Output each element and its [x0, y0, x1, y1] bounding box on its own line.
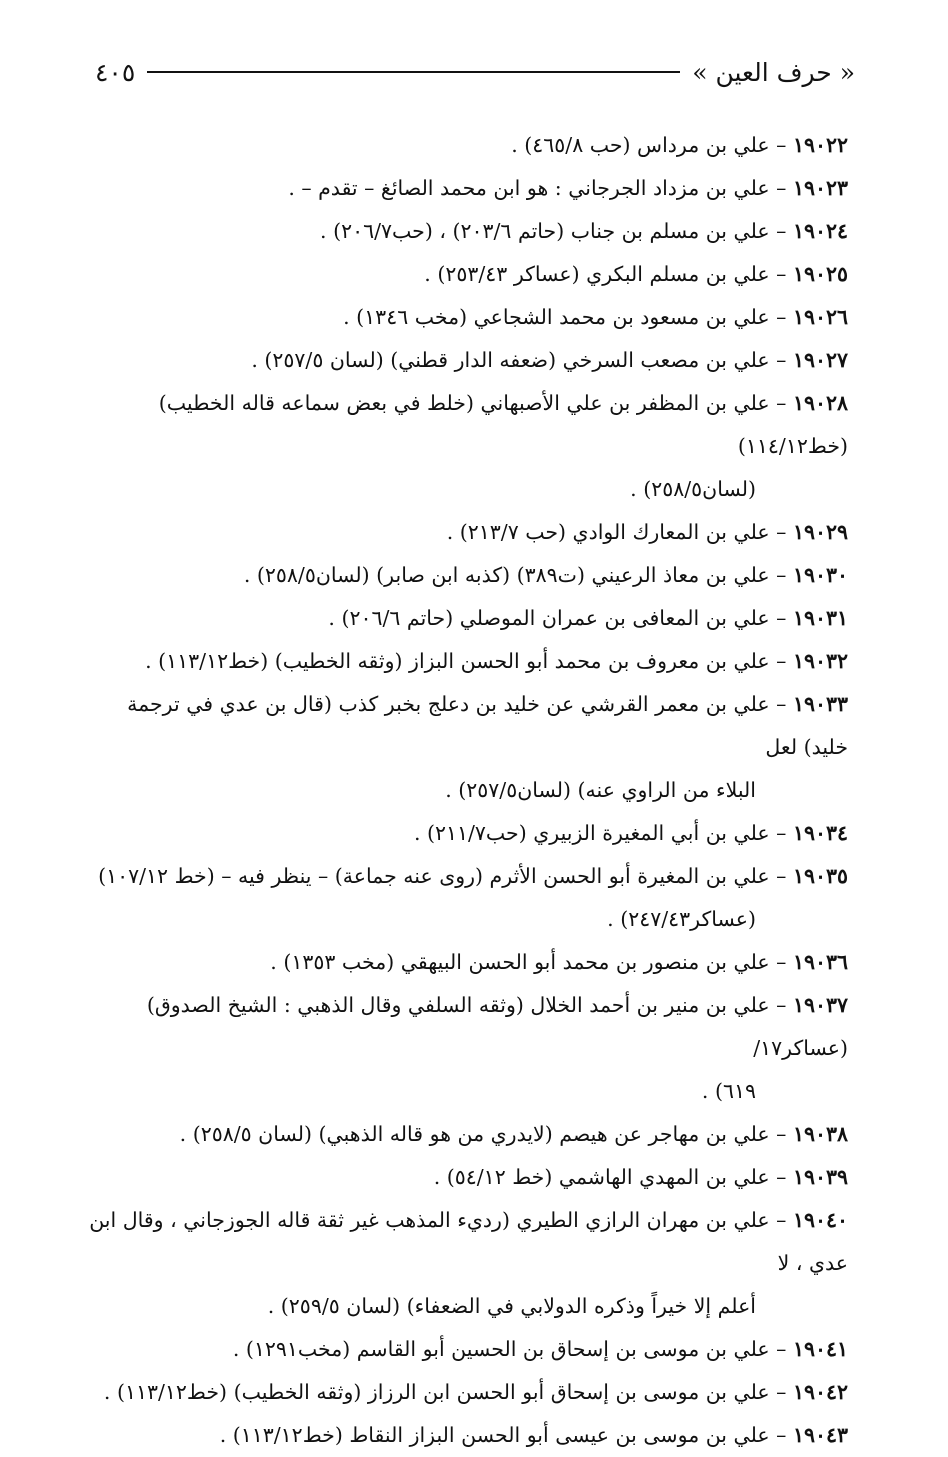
list-item: ١٩٠٢٨ – علي بن المظفر بن علي الأصبهاني (خلط في بعض سماعه قاله الخطيب) (خط١١٤/١٢) (لسان٢٥٨/٥) . [78, 382, 848, 511]
entry-number: ١٩٠٣٢ [792, 649, 848, 673]
entry-text: علي بن مهران الرازي الطيري (رديء المذهب غير ثقة قاله الجوزجاني ، وقال ابن عدي ، لا [89, 1208, 848, 1275]
list-item: ١٩٠٢٤ – علي بن مسلم بن جناب (حاتم ٢٠٣/٦) ، (حب٢٠٦/٧) . [320, 219, 848, 243]
entry-number: ١٩٠٤٢ [792, 1380, 848, 1404]
entry-number: ١٩٠٢٨ [792, 391, 848, 415]
entry-text: علي بن مسعود بن محمد الشجاعي (مخب ١٣٤٦) . [343, 305, 770, 329]
entry-number: ١٩٠٣٥ [792, 864, 848, 888]
list-item: ١٩٠٤١ – علي بن موسى بن إسحاق بن الحسين أبو القاسم (مخب١٢٩١) . [232, 1337, 848, 1361]
list-item: ١٩٠٤٣ – علي بن موسى بن عيسى أبو الحسن البزاز النقاط (خط١١٣/١٢) . [219, 1423, 848, 1447]
list-item: ١٩٠٣٩ – علي بن المهدي الهاشمي (خط ٥٤/١٢) . [433, 1165, 848, 1189]
entry-number: ١٩٠٤١ [792, 1337, 848, 1361]
entry-number: ١٩٠٣٣ [792, 692, 848, 716]
entry-number: ١٩٠٣٦ [792, 950, 848, 974]
list-item: ١٩٠٣٨ – علي بن مهاجر عن هيصم (لايدري من هو قاله الذهبي) (لسان ٢٥٨/٥) . [179, 1122, 848, 1146]
entry-text: علي بن المعارك الوادي (حب ٢١٣/٧) . [446, 520, 770, 544]
entry-text: علي بن منير بن أحمد الخلال (وثقه السلفي وقال الذهبي : الشيخ الصدوق) (عساكر١٧/ [146, 993, 848, 1060]
entry-list [78, 124, 848, 1457]
list-item: ١٩٠٣١ – علي بن المعافى بن عمران الموصلي (حاتم ٢٠٦/٦) . [328, 606, 848, 630]
entry-text: علي بن مهاجر عن هيصم (لايدري من هو قاله الذهبي) (لسان ٢٥٨/٥) . [179, 1122, 770, 1146]
entry-number: ١٩٠٢٦ [792, 305, 848, 329]
entry-continuation: أعلم إلا خيراً وذكره الدولابي في الضعفاء) (لسان ٢٥٩/٥) . [267, 1294, 756, 1318]
entry-number: ١٩٠٣٤ [792, 821, 848, 845]
entry-number: ١٩٠٢٩ [792, 520, 848, 544]
entry-text: علي بن مصعب السرخي (ضعفه الدار قطني) (لسان ٢٥٧/٥) . [251, 348, 770, 372]
entry-text: علي بن موسى بن إسحاق أبو الحسن ابن الرزاز (وثقه الخطيب) (خط١١٣/١٢) . [103, 1380, 770, 1404]
list-item: ١٩٠٣٥ – علي بن المغيرة أبو الحسن الأثرم (روى عنه جماعة) – ينظر فيه – (خط ١٠٧/١٢) (عساكر٢٤٧/٤٣) . [78, 855, 848, 941]
entry-number: ١٩٠٢٥ [792, 262, 848, 286]
entry-number: ١٩٠٢٢ [792, 133, 848, 157]
entry-text: علي بن مسلم بن جناب (حاتم ٢٠٣/٦) ، (حب٢٠٦/٧) . [320, 219, 770, 243]
entry-number: ١٩٠٤٠ [792, 1208, 848, 1232]
entry-continuation: ٦١٩) . [701, 1079, 756, 1103]
page-header [95, 52, 855, 92]
entry-text: علي بن معاذ الرعيني (ت٣٨٩) (كذبه ابن صابر) (لسان٢٥٨/٥) . [243, 563, 770, 587]
list-item: ١٩٠٢٩ – علي بن المعارك الوادي (حب ٢١٣/٧) . [446, 520, 848, 544]
entry-continuation: (لسان٢٥٨/٥) . [630, 477, 756, 501]
entry-number: ١٩٠٣١ [792, 606, 848, 630]
entry-number: ١٩٠٣٩ [792, 1165, 848, 1189]
list-item: ١٩٠٣٠ – علي بن معاذ الرعيني (ت٣٨٩) (كذبه ابن صابر) (لسان٢٥٨/٥) . [243, 563, 848, 587]
entry-text: علي بن مرداس (حب ٤٦٥/٨) . [511, 133, 770, 157]
entry-text: علي بن منصور بن محمد أبو الحسن البيهقي (مخب ١٣٥٣) . [270, 950, 770, 974]
entry-text: علي بن المهدي الهاشمي (خط ٥٤/١٢) . [433, 1165, 770, 1189]
entry-number: ١٩٠٣٨ [792, 1122, 848, 1146]
list-item: ١٩٠٢٦ – علي بن مسعود بن محمد الشجاعي (مخب ١٣٤٦) . [343, 305, 848, 329]
entry-text: علي بن المغيرة أبو الحسن الأثرم (روى عنه جماعة) – ينظر فيه – (خط ١٠٧/١٢) [98, 864, 770, 888]
list-item: ١٩٠٣٧ – علي بن منير بن أحمد الخلال (وثقه السلفي وقال الذهبي : الشيخ الصدوق) (عساكر١٧/ ٦١٩) . [78, 984, 848, 1113]
list-item: ١٩٠٢٣ – علي بن مزداد الجرجاني : هو ابن محمد الصائغ – تقدم – . [288, 176, 848, 200]
chapter-title: « حرف العين » [692, 57, 855, 87]
entry-text: علي بن موسى بن عيسى أبو الحسن البزاز النقاط (خط١١٣/١٢) . [219, 1423, 770, 1447]
entry-text: علي بن معمر القرشي عن خليد بن دعلج بخبر كذب (قال بن عدي في ترجمة خليد) لعل [127, 692, 848, 759]
list-item: ١٩٠٢٧ – علي بن مصعب السرخي (ضعفه الدار قطني) (لسان ٢٥٧/٥) . [251, 348, 848, 372]
entry-text: علي بن أبي المغيرة الزبيري (حب٢١١/٧) . [413, 821, 770, 845]
list-item: ١٩٠٣٦ – علي بن منصور بن محمد أبو الحسن البيهقي (مخب ١٣٥٣) . [270, 950, 848, 974]
entry-continuation: البلاء من الراوي عنه) (لسان٢٥٧/٥) . [445, 778, 756, 802]
entry-number: ١٩٠٢٧ [792, 348, 848, 372]
list-item: ١٩٠٢٢ – علي بن مرداس (حب ٤٦٥/٨) . [511, 133, 848, 157]
entry-text: علي بن المظفر بن علي الأصبهاني (خلط في بعض سماعه قاله الخطيب) (خط١١٤/١٢) [158, 391, 848, 458]
entry-number: ١٩٠٢٣ [792, 176, 848, 200]
entry-text: علي بن مسلم البكري (عساكر ٢٥٣/٤٣) . [424, 262, 770, 286]
header-rule [147, 71, 680, 73]
entry-text: علي بن معروف بن محمد أبو الحسن البزاز (وثقه الخطيب) (خط١١٣/١٢) . [145, 649, 770, 673]
entry-continuation: (عساكر٢٤٧/٤٣) . [607, 907, 756, 931]
entry-number: ١٩٠٢٤ [792, 219, 848, 243]
entry-number: ١٩٠٣٧ [792, 993, 848, 1017]
list-item: ١٩٠٤٠ – علي بن مهران الرازي الطيري (رديء المذهب غير ثقة قاله الجوزجاني ، وقال ابن عدي ، لا أعلم إلا خيراً وذكره الدولابي في الضعفاء) (لسان ٢٥٩/٥) . [78, 1199, 848, 1328]
entry-text: علي بن موسى بن إسحاق بن الحسين أبو القاسم (مخب١٢٩١) . [232, 1337, 770, 1361]
list-item: ١٩٠٣٣ – علي بن معمر القرشي عن خليد بن دعلج بخبر كذب (قال بن عدي في ترجمة خليد) لعل البلاء من الراوي عنه) (لسان٢٥٧/٥) . [78, 683, 848, 812]
page-number: ٤٠٥ [95, 57, 136, 87]
entry-number: ١٩٠٤٣ [792, 1423, 848, 1447]
list-item: ١٩٠٣٤ – علي بن أبي المغيرة الزبيري (حب٢١١/٧) . [413, 821, 848, 845]
list-item: ١٩٠٣٢ – علي بن معروف بن محمد أبو الحسن البزاز (وثقه الخطيب) (خط١١٣/١٢) . [145, 649, 848, 673]
entry-text: علي بن المعافى بن عمران الموصلي (حاتم ٢٠٦/٦) . [328, 606, 770, 630]
list-item: ١٩٠٤٢ – علي بن موسى بن إسحاق أبو الحسن ابن الرزاز (وثقه الخطيب) (خط١١٣/١٢) . [103, 1380, 848, 1404]
list-item: ١٩٠٢٥ – علي بن مسلم البكري (عساكر ٢٥٣/٤٣) . [424, 262, 848, 286]
entry-text: علي بن مزداد الجرجاني : هو ابن محمد الصائغ – تقدم – . [288, 176, 770, 200]
entry-number: ١٩٠٣٠ [792, 563, 848, 587]
